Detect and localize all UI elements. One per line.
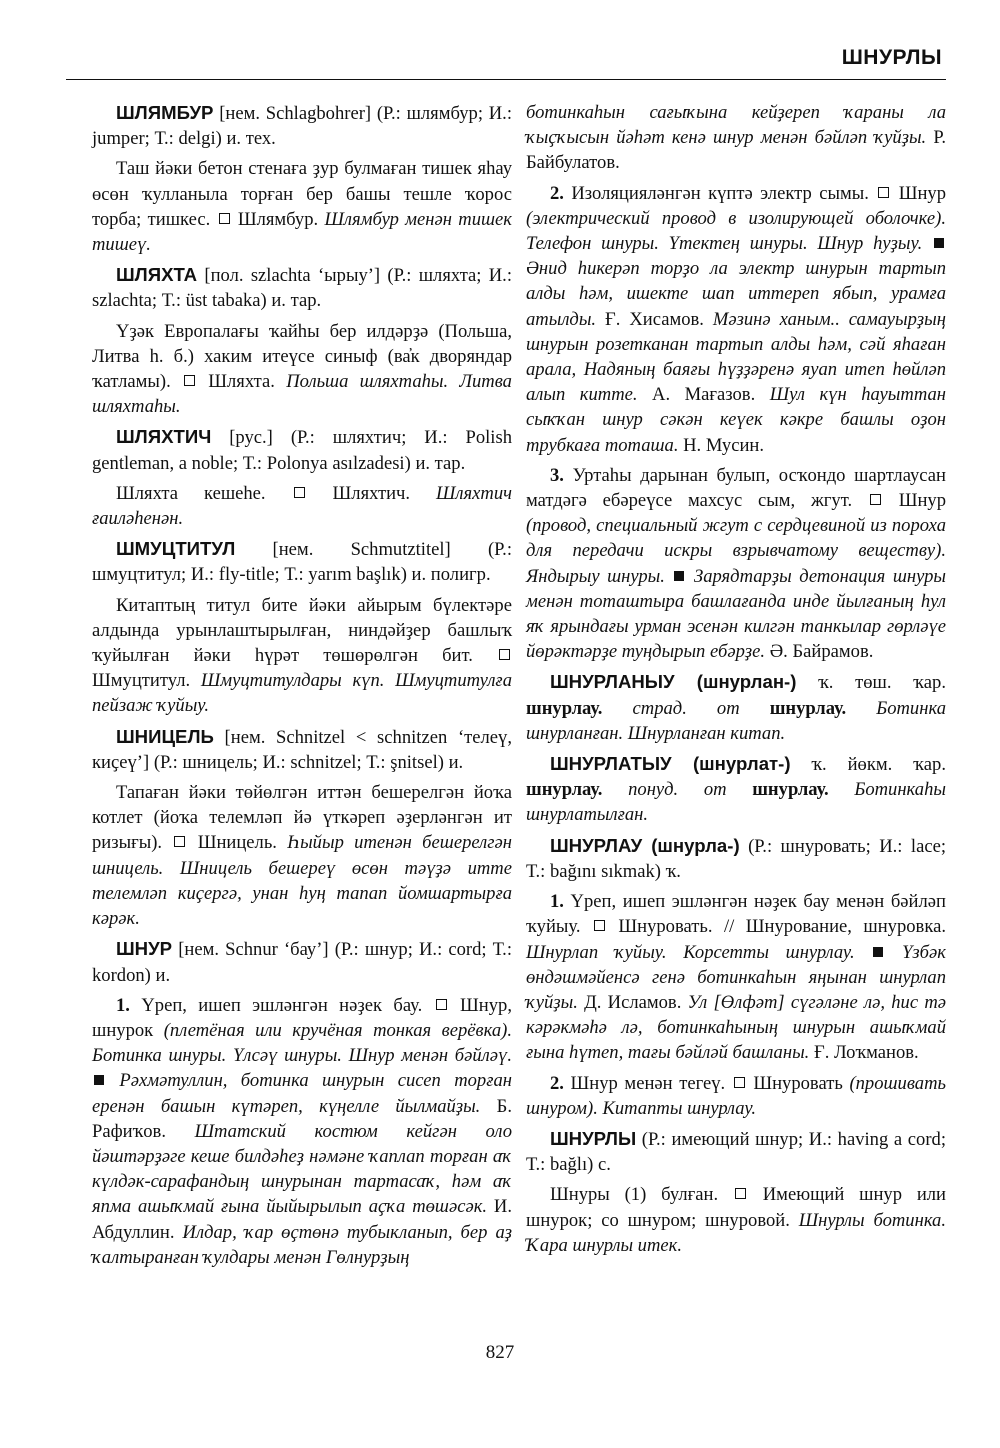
citation-marker-icon: [873, 947, 883, 957]
translation-marker-icon: [436, 999, 447, 1010]
translation: Шляхтич.: [306, 482, 436, 504]
headword: ШМУЦТИТУЛ: [116, 538, 236, 560]
entry-text: [нем. Schlagbohrer] (Р.: шлямбур; И.: jumper; Т.: delgi) и. тех.: [92, 103, 512, 150]
entry-text: [нем. Schnur ‘бау’] (Р.: шнур; И.: cord; Т.: kordon) и.: [92, 939, 512, 986]
example-text: (прошивать шнуром). Китапты шнурлау.: [526, 1072, 946, 1119]
headword: ШНУРЛАУ (шнурла-): [550, 834, 740, 856]
headword: ШЛЯХТА: [116, 264, 198, 286]
translation: Шнуровать: [746, 1072, 850, 1094]
cross-reference: шнурлау.: [526, 697, 603, 719]
sense-number: 3.: [550, 464, 564, 486]
entry-shnitsel: [92, 724, 512, 775]
translation: Шницель.: [187, 832, 288, 854]
cross-reference-2: шнурлау.: [752, 779, 829, 801]
headword: ШЛЯМБУР: [116, 102, 214, 123]
entry-shlyakhta-def: [92, 319, 512, 420]
citation-text-3: Илдар, ҡар өҫтөнә тубыкланып, бер аҙ ҡалтыранған ҡулдары менән Гөлнурҙың: [92, 1221, 512, 1268]
entry-text-2: страд. от: [602, 697, 770, 719]
translation-marker-icon: [878, 187, 889, 198]
entry-shnur: [92, 936, 512, 987]
citation-author-2: Ғ. Лоҡманов.: [809, 1042, 919, 1064]
entry-shnur-2: [526, 181, 946, 458]
translation: Имеющий шнур или шнурок; со шнуром; шнуровой.: [526, 1184, 946, 1231]
citation-text: Рәхмәтуллин, ботинка шнурын сисеп торған еренән башын күтәреп, күңелле йылмайҙы.: [92, 1070, 512, 1117]
example-text: Польша шляхтаһы. Литва шляхтаһы.: [92, 371, 512, 418]
citation-text-3: Шул күн һауыттан сыҡҡан шнур сәкән кеүек кәкре башлы оҙон трубкаға тоташа.: [526, 384, 946, 456]
entry-shlyakhtich: [92, 424, 512, 475]
left-column: [92, 100, 512, 1275]
entry-text: Үреп, ишеп эшләнгән нәҙек бау.: [129, 994, 423, 1016]
citation-author: Б. Рафиҡов.: [92, 1095, 512, 1142]
citation-marker-icon: [94, 1075, 104, 1085]
headword: ШЛЯХТИЧ: [116, 426, 212, 448]
example-text: Шлямбур менән тишек тишеү.: [92, 208, 512, 256]
translation: Шнур: [891, 182, 946, 204]
entry-text: Үреп, ишеп эшләнгән нәҙек бау менән бәйләп ҡуйыу.: [526, 891, 946, 938]
entry-shnurlanyu: [526, 669, 946, 746]
citation-text-2: Штатский костюм кейгән оло йәштәрҙәге кеше билдәһеҙ нәмәне ҡаплап торған аҡ күлдәк-сарафандың шнурынан тартасаҡ, һәм аҡ япма ашыҡмай ғына йыйырылып аҫҡа төшәсәк.: [92, 1120, 513, 1218]
entry-shnurlau: [526, 833, 946, 884]
entry-shnitsel-def: [92, 780, 512, 931]
translation: Шляхта.: [197, 371, 287, 393]
example-text: (электрический провод в изолирующей оболочке). Телефон шнуры. Үтектең шнуры. Шнур һуҙыу.: [526, 207, 946, 255]
example-text: Шнурлы ботинка. Ҡара шнурлы итек.: [526, 1209, 947, 1256]
entry-text: Үҙәк Европалағы ҡайһы бер илдәрҙә (Польша, Литва һ. б.) хаким итеүсе синыф (ва҆к дворяндар ҡатламы).: [92, 320, 512, 393]
entry-text: Тапаған йәки төйөлгән иттән бешерелгән йоҡа котлет (йоҡа телемләп йә үткәреп әҙерләнгән ит ризығы).: [92, 782, 512, 854]
entry-text: Изоляцияләнгән күптә электр сымы.: [563, 182, 869, 204]
sense-number: 2.: [550, 182, 564, 204]
example-text: Һыйыр итенән бешерелгән шницель. Шницель бешереү өсөн тәүҙә итте телемләп киҫергә, унан һуң тапап йомшартырға кәрәк.: [92, 832, 512, 930]
citation-author-3: Н. Мусин.: [678, 434, 765, 456]
translation-marker-icon: [174, 836, 185, 847]
entry-shnur-3: [526, 463, 946, 665]
citation-author: Ғ. Хисамов.: [596, 308, 713, 330]
entry-text: [нем. Schnitzel < schnitzen ‘телеү, киҫеү’] (Р.: шницель; И.: schnitzel; Т.: şnitsel) и.: [92, 726, 512, 773]
entry-text: (Р.: шнуровать; И.: lace; Т.: bağını sıkmak) ҡ.: [526, 835, 947, 882]
entry-text: Шляхта кешеһе.: [116, 482, 266, 504]
citation-author: Р. Байбулатов.: [526, 127, 946, 174]
entry-shnurlatyu: [526, 751, 946, 828]
example-text: Шнурлап ҡуйыу. Корсетты шнурлау.: [526, 941, 855, 963]
entry-text-2: понуд. от: [602, 779, 753, 801]
entry-shlyambur: [92, 100, 512, 151]
entry-text: [нем. Schmutztitel] (Р.: шмуцтитул; И.: fly-title; Т.: yarım başlık) и. полигр.: [92, 539, 512, 586]
entry-text: [пол. szlachta ‘ырыу’] (Р.: шляхта; И.: szlachta; Т.: üst tabaka) и. тар.: [92, 265, 512, 312]
headword: ШНУРЛАНЫУ (шнурлан-): [550, 671, 797, 693]
entry-text: (Р.: имеющий шнур; И.: having a cord; Т.: bağlı) с.: [526, 1128, 946, 1176]
entry-shlyambur-def: [92, 156, 512, 257]
entry-shnur-1-cont: [526, 100, 946, 176]
translation-marker-icon: [735, 1188, 746, 1199]
citation-text: Үзбәк өндәшмәйенсә генә ботинкаһын яңынан шнурлап ҡуйҙы.: [526, 941, 946, 1013]
entry-shmutstitul-def: [92, 593, 512, 719]
right-column: [526, 100, 946, 1263]
citation-text-2: Мәзинә ханым.. самауырҙың шнурын розетканан тартып алды һәм, сәй яһаған арала, Надяның баяғы һүҙҙәренә яуап итеп һөйләп алып китте.: [526, 308, 946, 406]
entry-text: Уртаһы дарынан булып, осҡондо шартлаусан матдәгә ебәреүсе махсус сым, жгут.: [526, 464, 946, 512]
headword: ШНУР: [116, 938, 173, 960]
entry-text: ҡ. төш. ҡар.: [796, 672, 946, 694]
translation: Шнур: [882, 490, 946, 512]
entry-shnurly: [526, 1126, 946, 1177]
translation-marker-icon: [499, 649, 510, 660]
translation-marker-icon: [184, 375, 195, 386]
citation-text: Зарядтарҙы детонация шнуры менән тоташтыра башлағанда инде йылғаның һул яҡ ярындағы урман эсенән килгән танкылар гөрләүе йөрәктәрҙе туңдырып ебәрҙе.: [526, 565, 947, 663]
sense-number: 1.: [116, 994, 130, 1016]
entry-shnurly-def: [526, 1182, 946, 1258]
translation-marker-icon: [219, 213, 230, 224]
sense-number: 1.: [550, 891, 564, 913]
citation-author: Д. Исламов.: [577, 991, 688, 1013]
entry-text: Таш йәки бетон стенаға ҙур булмаған тишек яһау өсөн ҡулланыла торған бер башы тешле ҡорос торба; тишкес.: [92, 158, 512, 230]
citation-text-2: Ул [Өлфәт] сүгәләне лә, һис тә кәрәкмәһә лә, ботинкаһының шнурын ашыҡмай ғына һүтеп, тағы бәйләй башланы.: [526, 991, 946, 1064]
translation: Шмуцтитул.: [92, 670, 201, 692]
translation: Шлямбур.: [231, 208, 325, 230]
headword: ШНУРЛАТЫУ (шнурлат-): [550, 753, 791, 775]
entry-shlyakhtich-def: [92, 481, 512, 531]
example-text: (плетёная или кручёная тонкая верёвка). Ботинка шнуры. Үлсәү шнуры. Шнур менән бәйләү.: [92, 1019, 512, 1067]
entry-text: Шнур менән тегеү.: [563, 1072, 726, 1094]
translation: Шнур, шнурок: [92, 994, 512, 1041]
header-rule: [66, 79, 946, 80]
entry-text: [рус.] (Р.: шляхтич; И.: Polish gentleman, a noble; Т.: Polonya asılzadesi) и. тар.: [92, 427, 512, 474]
example-text: ботинкаһын сағыҡына кейҙереп ҡараны ла ҡыҫҡысын йәһәт кенә шнур менән бәйләп ҡуйҙы.: [526, 102, 946, 149]
example-text: Шмуцтитулдары күп. Шмуцтитулға пейзаж ҡуйыу.: [92, 670, 512, 717]
citation-author: Ә. Байрамов.: [765, 641, 874, 663]
entry-shnurlau-1: [526, 889, 946, 1065]
cross-reference: шнурлау.: [526, 779, 603, 801]
cross-reference-2: шнурлау.: [769, 697, 847, 719]
sense-number: 2.: [550, 1072, 564, 1094]
translation-marker-icon: [870, 494, 881, 505]
entry-shnur-1: [92, 993, 512, 1270]
example-text: Ботинка шнурланған. Шнурланған китап.: [526, 697, 946, 744]
citation-author-2: А. Мағазов.: [637, 384, 770, 406]
headword: ШНУРЛЫ: [550, 1127, 637, 1149]
citation-text: Әнид һикерәп торҙо ла электр шнурын тартып алды һәм, ишекте шап иттереп ябып, урамға атылды.: [526, 258, 946, 330]
translation-marker-icon: [594, 920, 605, 931]
citation-marker-icon: [674, 571, 684, 581]
entry-shnurlau-2: [526, 1071, 946, 1121]
headword: ШНИЦЕЛЬ: [116, 725, 214, 747]
translation-marker-icon: [734, 1077, 745, 1088]
citation-marker-icon: [934, 238, 944, 248]
example-text: Ботинкаһы шнурлатылған.: [526, 779, 946, 826]
example-text: (провод, специальный жгут с сердцевиной из пороха для передачи искры взрывчатому веществу). Яндырыу шнуры.: [526, 515, 946, 587]
example-text: Шляхтич ғаиләһенән.: [92, 482, 512, 530]
entry-text: Шнуры (1) булған.: [550, 1184, 719, 1206]
translation-marker-icon: [294, 487, 305, 498]
translation: Шнуровать. // Шнурование, шнуровка.: [606, 916, 946, 938]
page-number: 827: [485, 1342, 515, 1363]
running-head: ШНУРЛЫ: [841, 46, 942, 69]
entry-text: Китаптың титул бите йәки айырым бүлектәре алдында урынлаштырылған, ниндәйҙер башлыҡ ҡуйылған йәки һүрәт төшөрөлгән бит.: [92, 594, 512, 667]
entry-shlyakhta: [92, 262, 512, 313]
entry-shmutstitul: [92, 536, 512, 587]
entry-text: ҡ. йөкм. ҡар.: [790, 754, 946, 776]
citation-author-2: И. Абдуллин.: [92, 1196, 512, 1243]
